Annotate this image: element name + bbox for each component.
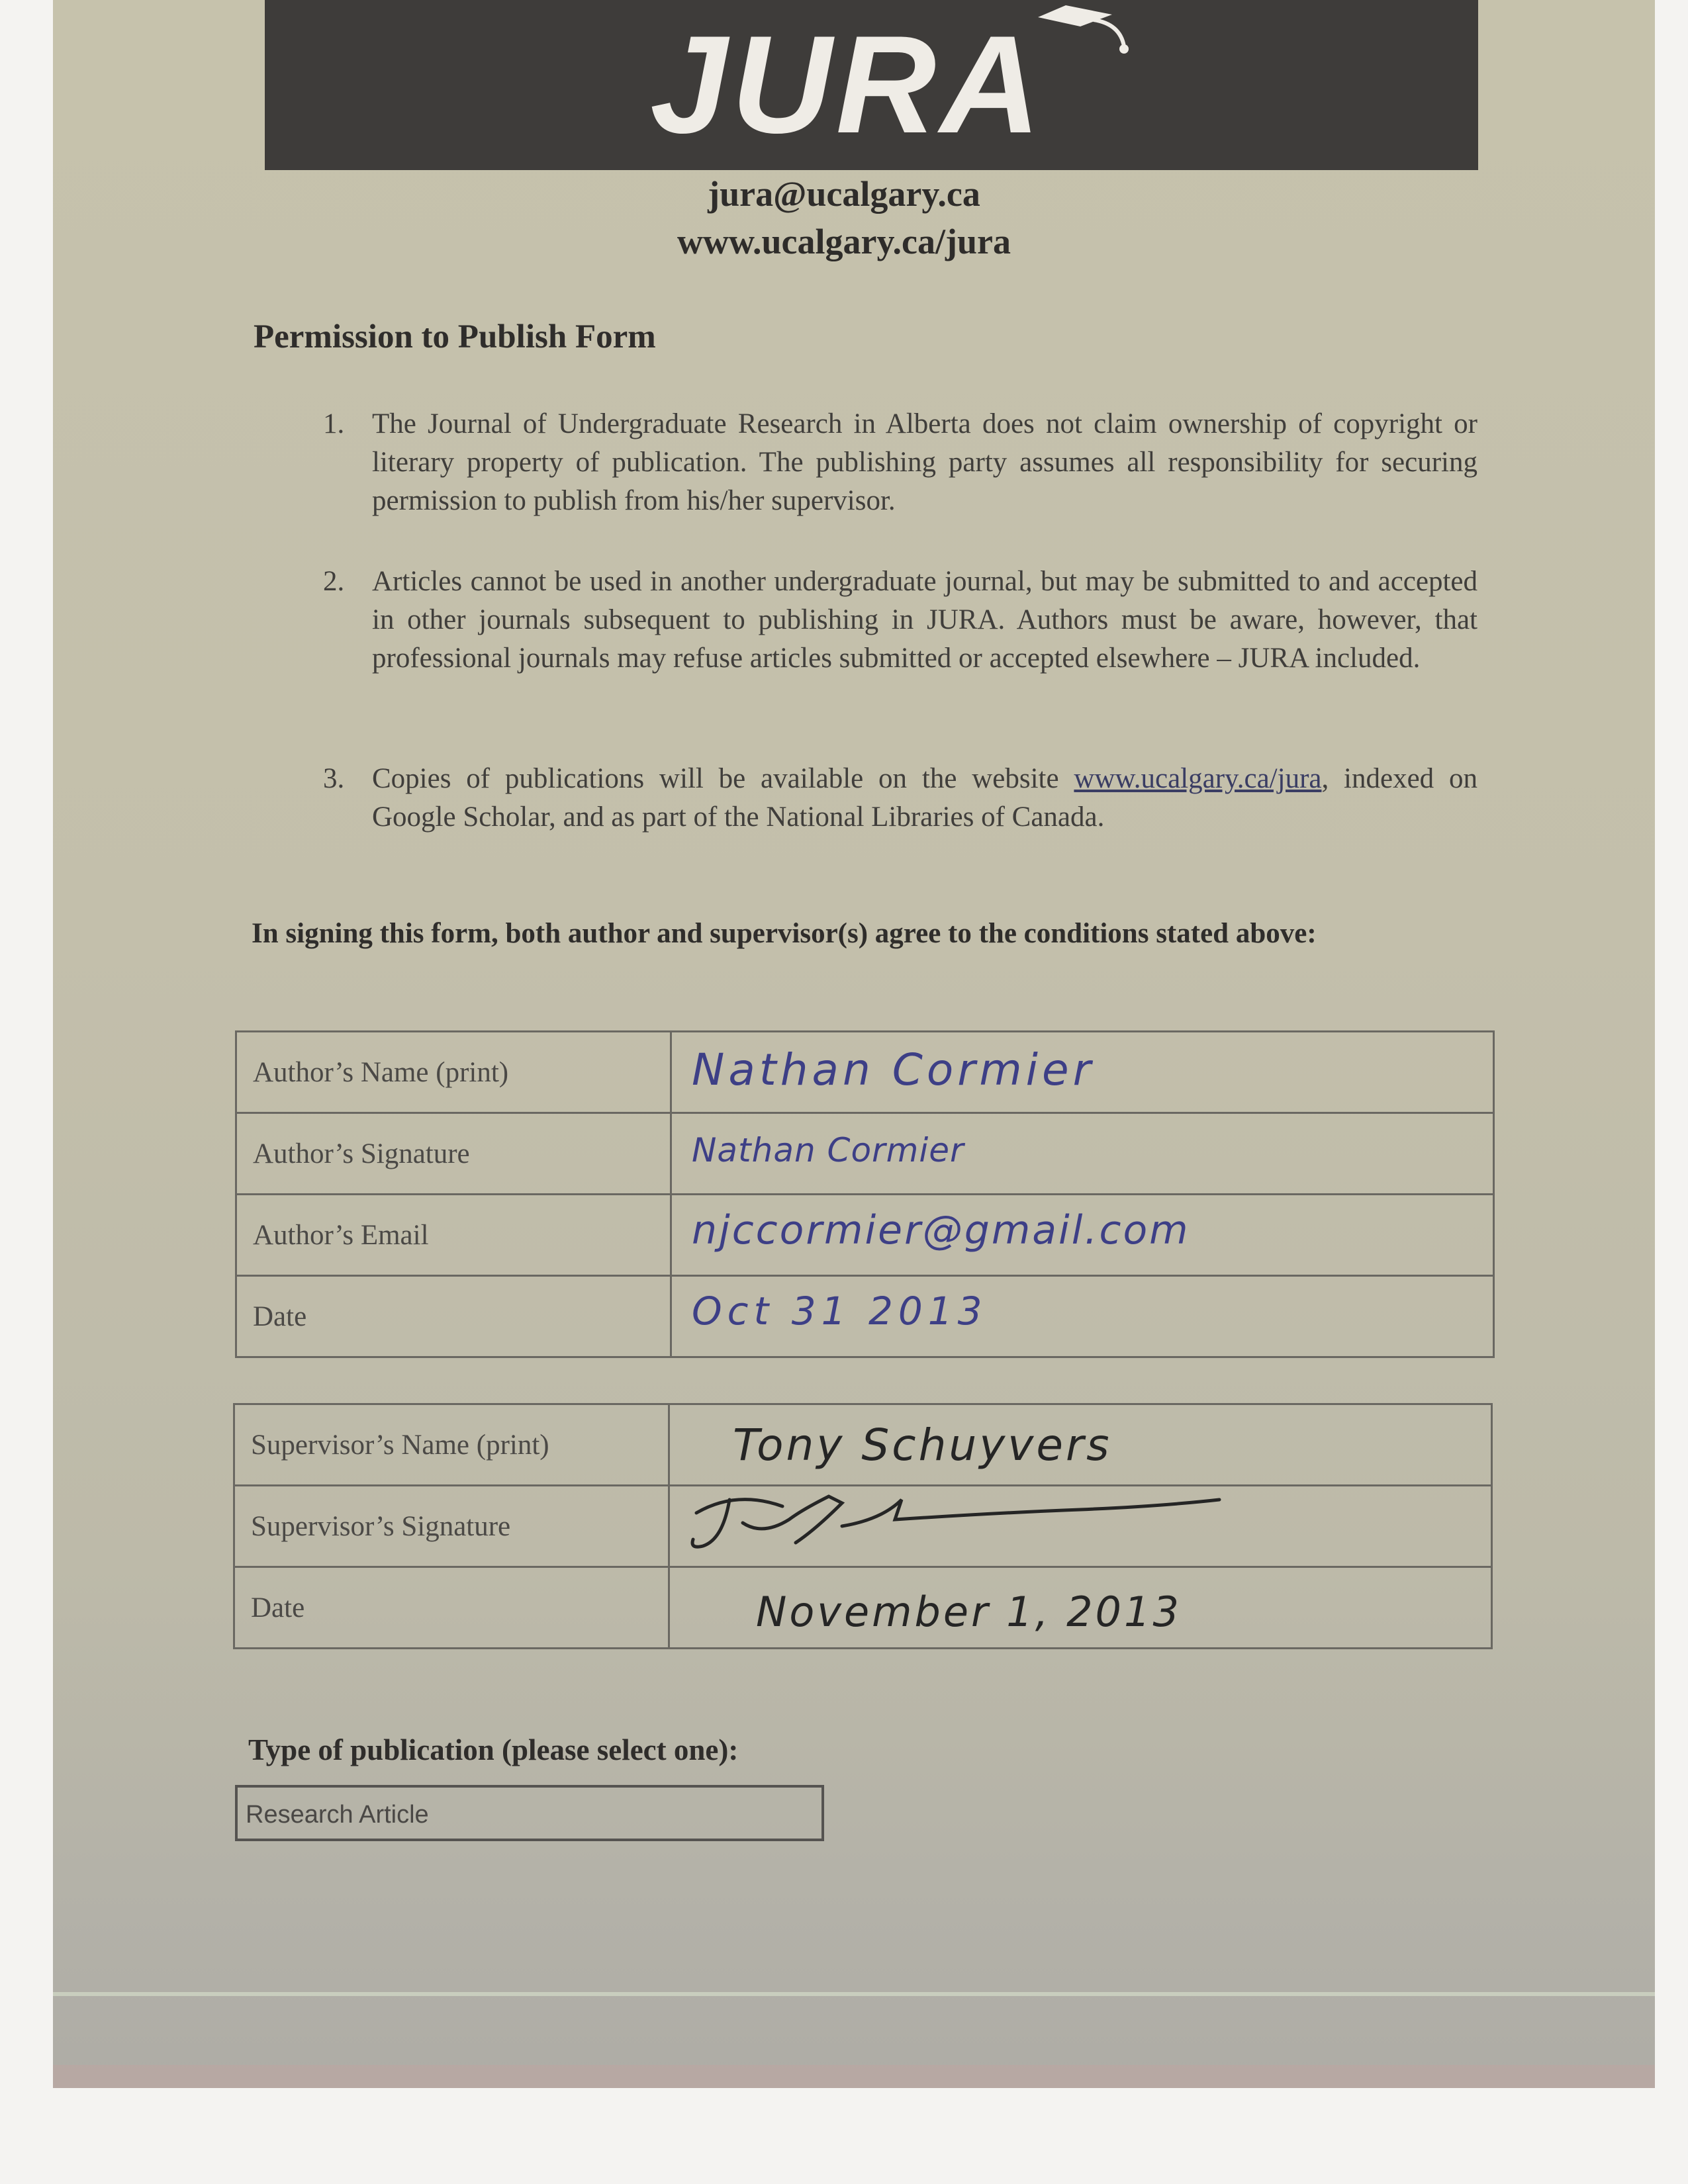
logo-banner xyxy=(265,0,1478,170)
publication-type-label: Type of publication (please select one): xyxy=(248,1733,739,1766)
graduation-cap-icon xyxy=(1038,5,1129,54)
clause-3 xyxy=(323,760,1478,839)
supervisor-name-value: Tony Schuyvers xyxy=(733,1420,1112,1471)
supervisor-date-label: Date xyxy=(234,1567,669,1649)
table-row xyxy=(236,1195,1494,1276)
clause-1 xyxy=(323,405,1478,524)
clause-text: Articles cannot be used in another undergraduate journal, but may be submitted to and accepted in other journals subsequent to publishing in JURA. Authors must be aware, however, that professional journals may refuse articles submitted or accepted elsewhere – JURA included. xyxy=(372,566,1477,674)
author-date-field[interactable] xyxy=(671,1276,1494,1357)
author-email-value: njccormier@gmail.com xyxy=(692,1207,1190,1253)
agreement-statement: In signing this form, both author and supervisor(s) agree to the conditions stated above: xyxy=(252,918,1317,949)
jura-logo xyxy=(265,0,1478,170)
author-signature-value: Nathan Cormier xyxy=(692,1131,964,1169)
table-row xyxy=(234,1567,1492,1649)
author-name-field[interactable] xyxy=(671,1032,1494,1113)
scan-artifact-line xyxy=(53,1992,1655,1996)
clause-2 xyxy=(323,563,1478,721)
author-name-label: Author’s Name (print) xyxy=(236,1032,671,1113)
author-email-field[interactable] xyxy=(671,1195,1494,1276)
supervisor-date-value: November 1, 2013 xyxy=(756,1588,1182,1636)
supervisor-date-field[interactable] xyxy=(669,1567,1492,1649)
supervisor-signature-drawing xyxy=(670,1486,1491,1566)
logo-wordmark: JURA xyxy=(650,7,1045,162)
table-row xyxy=(234,1486,1492,1567)
publication-type-select[interactable] xyxy=(235,1785,824,1841)
clause-text xyxy=(372,760,1477,837)
clause-number: 2. xyxy=(323,566,345,597)
author-date-value: Oct 31 2013 xyxy=(692,1289,988,1334)
author-date-label: Date xyxy=(236,1276,671,1357)
form-title: Permission to Publish Form xyxy=(254,318,656,355)
supervisor-table xyxy=(233,1403,1493,1649)
author-email-label: Author’s Email xyxy=(236,1195,671,1276)
supervisor-signature-field[interactable] xyxy=(669,1486,1492,1567)
clause-number: 1. xyxy=(323,408,345,439)
author-table xyxy=(235,1030,1495,1358)
table-row xyxy=(236,1032,1494,1113)
scan-artifact-band xyxy=(53,2065,1655,2088)
contact-email: jura@ucalgary.ca xyxy=(708,174,980,214)
contact-website: www.ucalgary.ca/jura xyxy=(677,222,1011,261)
author-name-value: Nathan Cormier xyxy=(692,1044,1095,1095)
supervisor-name-label: Supervisor’s Name (print) xyxy=(234,1404,669,1486)
clause-text: The Journal of Undergraduate Research in Alberta does not claim ownership of copyright or literary property of publication. The publishing party assumes all responsibility for securing permission to publish from his/her supervisor. xyxy=(372,408,1477,516)
website-link[interactable]: www.ucalgary.ca/jura xyxy=(1074,763,1322,794)
table-row xyxy=(236,1113,1494,1195)
table-row xyxy=(234,1404,1492,1486)
clause-text-after: , indexed on Google Scholar, and as part of the National Libraries of Canada. xyxy=(372,763,1477,833)
clause-number: 3. xyxy=(323,763,345,794)
author-signature-field[interactable] xyxy=(671,1113,1494,1195)
publication-type-value: Research Article xyxy=(246,1801,429,1829)
supervisor-name-field[interactable] xyxy=(669,1404,1492,1486)
supervisor-signature-label: Supervisor’s Signature xyxy=(234,1486,669,1567)
table-row xyxy=(236,1276,1494,1357)
author-signature-label: Author’s Signature xyxy=(236,1113,671,1195)
clause-text-before: Copies of publications will be available on the website xyxy=(372,763,1074,794)
